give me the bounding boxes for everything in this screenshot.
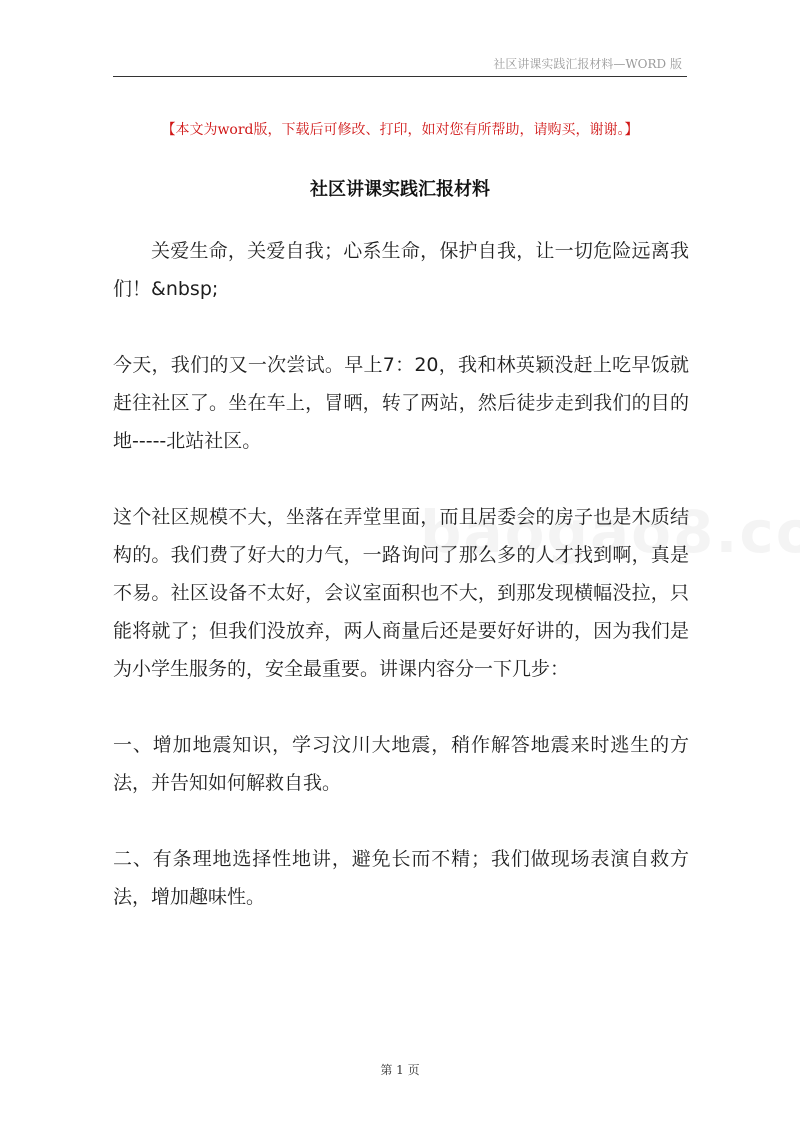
page-number: 第 1 页 <box>380 1063 420 1077</box>
paragraph: 一、增加地震知识，学习汶川大地震，稍作解答地震来时逃生的方法，并告知如何解救自我。 <box>113 734 689 794</box>
paragraph: 这个社区规模不大，坐落在弄堂里面，而且居委会的房子也是木质结构的。我们费了好大的力气，一路询问了那么多的人才找到啊，真是不易。社区设备不太好，会议室面积也不大，到那发现横幅没拉，只能将就了；但我们没放弃，两人商量后还是要好好讲的，因为我们是为小学生服务的，安全最重要。讲课内容分一下几步： <box>113 506 689 680</box>
document-title: 社区讲课实践汇报材料 <box>310 179 490 200</box>
running-header: 社区讲课实践汇报材料—WORD 版 <box>493 57 682 71</box>
paragraph: 二、有条理地选择性地讲，避免长而不精；我们做现场表演自救方法，增加趣味性。 <box>113 848 689 908</box>
header-rule <box>113 76 687 77</box>
document-body <box>113 232 689 954</box>
paragraph: 今天，我们的又一次尝试。早上7：20，我和林英颖没赶上吃早饭就赶往社区了。坐在车上，冒晒，转了两站，然后徒步走到我们的目的地-----北站社区。 <box>113 354 689 452</box>
paragraph: 关爱生命，关爱自我；心系生命，保护自我，让一切危险远离我们！&nbsp; <box>113 240 689 300</box>
download-notice: 【本文为word版，下载后可修改、打印，如对您有所帮助，请购买，谢谢。】 <box>161 122 639 138</box>
